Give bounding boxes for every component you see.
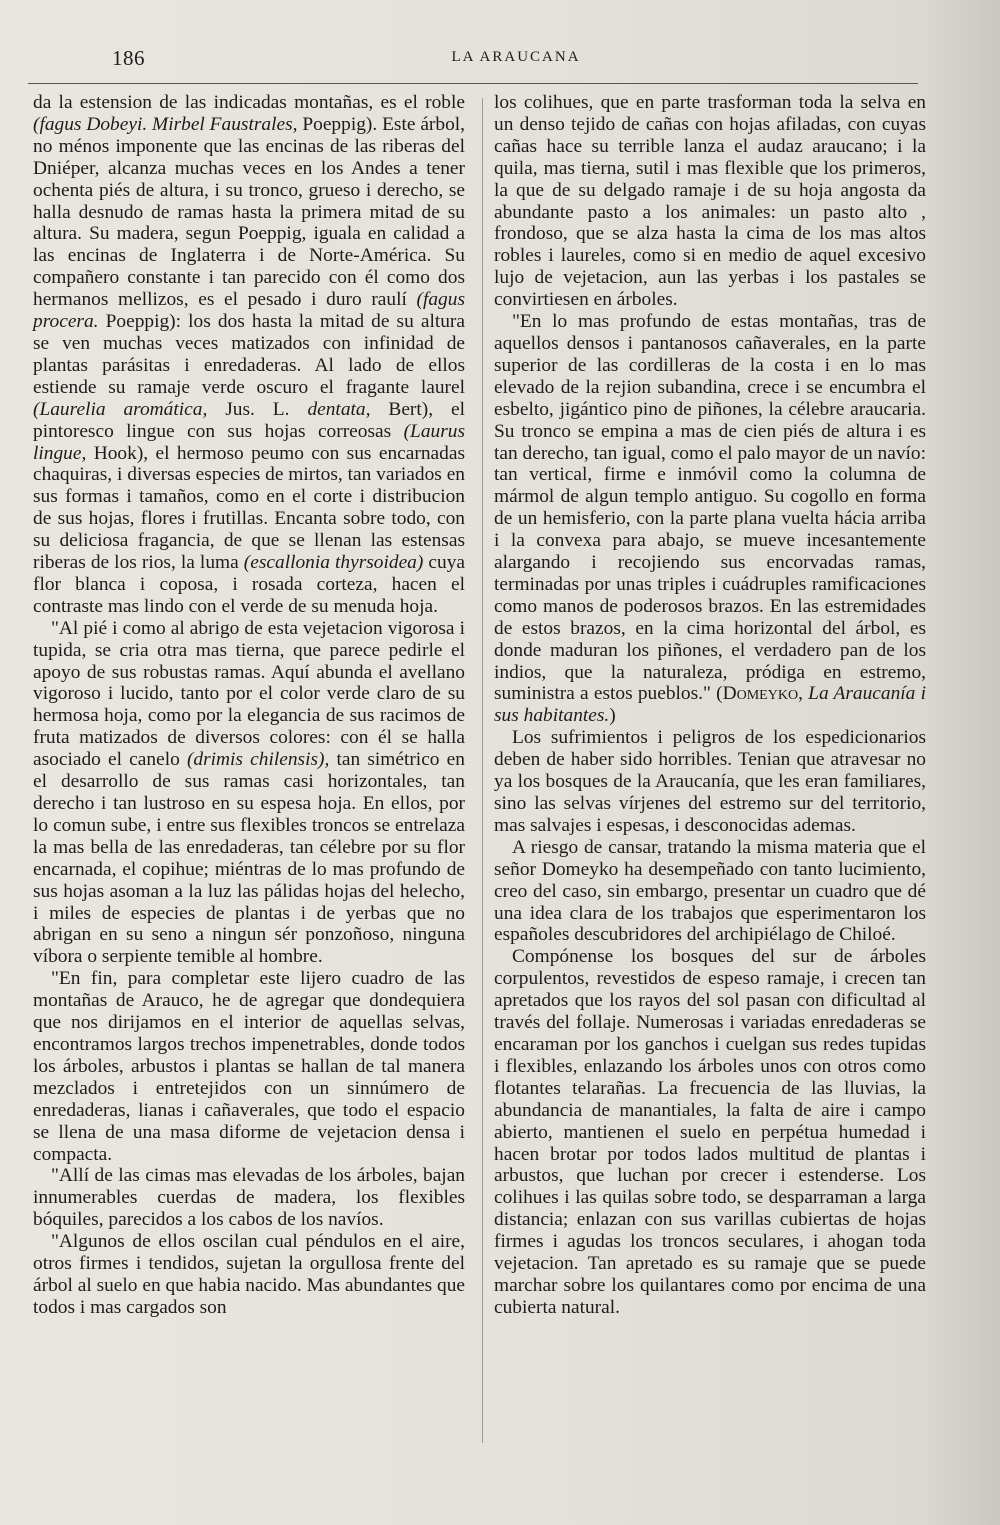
text-run: Los sufrimientos i peligros de los espedicionarios deben de haber sido horribles. Tenian que atravesar no ya los bosques de la Araucanía, que les eran familiares, sino las selvas vírjenes del estremo sur del territorio, mas salvajes i espesas, i desconocidas ademas. [494, 727, 926, 836]
text-run: Poeppig): los dos hasta la mitad de su altura se ven muchas veces matizados con infinidad de plantas parásitas i enredaderas. Al lado de ellos estiende su ramaje verde oscuro el fragante laurel [33, 311, 465, 398]
paragraph [494, 727, 926, 837]
paragraph [33, 968, 465, 1165]
paragraph [494, 92, 926, 311]
paragraph [33, 92, 465, 618]
text-run: "Al pié i como al abrigo de esta vejetacion vigorosa i tupida, se cria otra mas tierna, que parece pedirle el apoyo de sus robustas ramas. Aquí abunda el avellano vigoroso i lucido, tanto por el color verde claro de su hermosa hoja, como por la elegancia de sus racimos de fruta matizados de diversos colores: con él se halla asociado el canelo [33, 617, 465, 771]
right-column [494, 92, 926, 1319]
italic-text: (fagus Dobeyi. Mirbel Faustrales, [33, 113, 298, 135]
text-run: ) [609, 705, 616, 727]
paragraph [494, 837, 926, 947]
paragraph [494, 946, 926, 1318]
text-run: Hook), el hermoso peumo con sus encarnadas chaquiras, i diversas especies de mirtos, tan variados en sus formas i tamaños, como en el corte i distribucion de sus hojas, flores i frutillas. Encanta sobre todo, con su deliciosa fragancia, de que se llenan las estensas riberas de los rios, la luma [33, 442, 465, 574]
paragraph [33, 618, 465, 969]
text-run: cuya flor blanca i coposa, i rosada corteza, hacen el contraste mas lindo con el verde de su menuda hoja. [33, 552, 465, 617]
column-divider [482, 98, 483, 1443]
paragraph [33, 1231, 465, 1319]
text-run: tan simétrico en el desarrollo de sus ramas casi horizontales, tan derecho i tan lustroso en su espesa hoja. En ellos, por lo comun sube, i entre sus flexibles troncos se entrelaza la mas bella de las enredaderas, tan célebre por su flor encarnada, el copihue; miéntras de lo mas profundo de sus hojas asoman a la luz las pálidas hojas del helecho, i miles de especies de plantas i de yerbas que no abrigan en su seno a ningun sér ponzoñoso, ninguna víbora o serpiente temible al hombre. [33, 749, 465, 968]
text-run: Jus. L. [207, 398, 308, 420]
text-run: "Allí de las cimas mas elevadas de los árboles, bajan innumerables cuerdas de madera, los flexibles bóquiles, parecidos a los cabos de los navíos. [33, 1165, 465, 1231]
text-run: "Algunos de ellos oscilan cual péndulos en el aire, otros firmes i tendidos, sujetan la orgullosa frente del árbol al suelo en que habia nacido. Mas abundantes que todos i mas cargados son [33, 1231, 465, 1318]
italic-text: dentata, [307, 398, 371, 420]
text-run: A riesgo de cansar, tratando la misma materia que el señor Domeyko ha desempeñado con tanto lucimiento, creo del caso, sin embargo, presentar un cuadro que dé una idea clara de los trabajos que esperimentaron los españoles descubridores del archipiélago de Chiloé. [494, 836, 926, 946]
italic-text: (drimis chilensis), [186, 749, 330, 771]
small-caps-text: Domeyko, [722, 683, 803, 705]
text-run: "En fin, para completar este lijero cuadro de las montañas de Arauco, he de agregar que dondequiera que nos dirijamos en el interior de aquellas selvas, encontramos largos trechos impenetrables, donde todos los árboles, arbustos i plantas se hallan de tal manera mezclados i entretejidos con un sinnúmero de enredaderas, lianas i cañaverales, que todo el espacio se llena de una masa diforme de vejetacion densa i compacta. [33, 968, 465, 1165]
left-column [33, 92, 465, 1319]
running-head [112, 46, 920, 76]
italic-text: (fagus procera. [33, 289, 465, 333]
text-run: Bert), el pintoresco lingue con sus hojas correosas [33, 398, 465, 442]
page-number: 186 [112, 46, 145, 70]
text-run: Poeppig). Este árbol, no ménos imponente que las encinas de las riberas del Dniéper, alcanza muchas veces en los Andes a tener ochenta piés de altura, i su tronco, grueso i derecho, se halla desnudo de ramas hasta la primera mitad de su altura. Su madera, segun Poeppig, iguala en calidad a las encinas de Inglaterra i de Norte-América. Su compañero constante i tan parecido con él como dos hermanos mellizos, es el pesado i duro raulí [33, 113, 466, 311]
paragraph [494, 311, 926, 727]
text-run: los colihues, que en parte trasforman toda la selva en un denso tejido de cañas con hojas afiladas, con cuyas cañas hace su terrible lanza el audaz araucano; i la quila, mas tierna, sutil i mas flexible que los primeros, la que de su delgado ramaje i de su hoja angosta da abundante pasto a los animales: un pasto alto , frondoso, que se alza hasta la cima de los mas altos robles i laureles, como si en medio de aquel excesivo lujo de vejetacion, aun las yerbas i los pastales se convirtiesen en árboles. [494, 92, 926, 311]
header-rule [28, 83, 918, 84]
text-run: "En lo mas profundo de estas montañas, tras de aquellos densos i pantanosos cañaverales, en la parte superior de las cordilleras de la costa i en lo mas elevado de la rejion subandina, crece i se encumbra el esbelto, jigántico pino de piñones, la célebre araucaria. Su tronco se empina a mas de cien piés de altura i es tan derecho, tan igual, como el palo mayor de un navío: tan vertical, firme e inmóvil como la columna de mármol de algun templo antiguo. Su cogollo en forma de un hemisferio, con la parte plana vuelta hácia arriba i la convexa para abajo, se mueve incesantemente alargando i recojiendo sus encorvadas ramas, terminadas por unas triples i cuádruples ramificaciones como manos de poderosos brazos. En las estremidades de estos brazos, en la cima horizontal del árbol, es donde maduran los piñones, el verdadero pan de los indios, que la naturaleza, pródiga en estremo, suministra a estos pueblos." ( [494, 311, 926, 705]
text-run: Compónense los bosques del sur de árboles corpulentos, revestidos de espeso ramaje, i crecen tan apretados que los rayos del sol pasan con dificultad al través del follaje. Numerosas i variadas enredaderas se encaraman por los ganchos i cuelgan sus redes tupidas i flexibles, enlazando los árboles unos con otros como flotantes telarañas. La frecuencia de las lluvias, la abundancia de manantiales, la falta de aire i campo abierto, mantienen el suelo en perpétua humedad i hacen brotar por todos lados multitud de plantas i arbustos, que luchan por crecer i estenderse. Los colihues i las quilas sobre todo, se desparraman a larga distancia; enlazan con sus varillas cubiertas de hojas firmes i agudas los troncos seculares, i ahogan toda vejetacion. Tan apretado es su ramaje que se puede marchar sobre los quilantares como por encima de una cubierta natural. [494, 946, 926, 1318]
italic-text: La Araucanía i sus habitantes. [494, 683, 926, 727]
italic-text: (Laurelia aromática, [33, 398, 208, 420]
running-title: LA ARAUCANA [451, 49, 581, 65]
text-run: da la estension de las indicadas montañas, es el roble [33, 92, 465, 113]
paragraph [33, 1165, 465, 1231]
italic-text: (escallonia thyrsoidea) [243, 552, 424, 574]
italic-text: (Laurus lingue, [33, 420, 465, 464]
